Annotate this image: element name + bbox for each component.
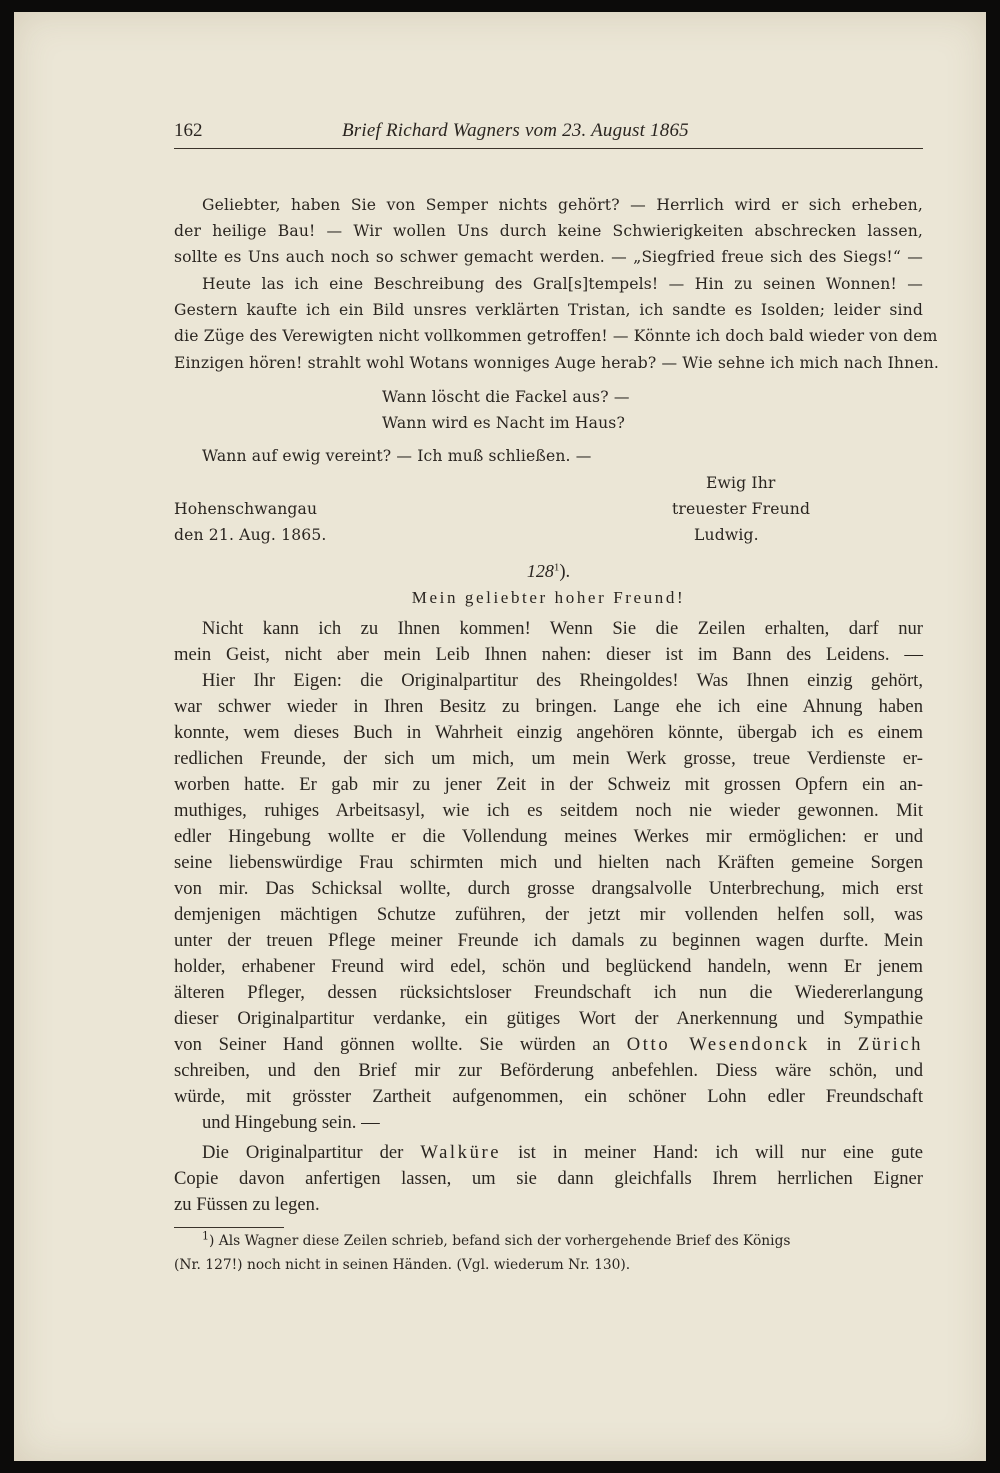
letter-line: Heute las ich eine Beschreibung des Gral[s]tempels! — Hin zu seinen Wonnen! —	[202, 275, 923, 293]
footnote	[174, 1225, 923, 1305]
letter-line: Hier Ihr Eigen: die Originalpartitur des Rheingoldes! Was Ihnen einzig gehört,	[202, 670, 923, 691]
letter-line: redlichen Freunde, der sich um mich, um mein Werk grosse, treue Verdienste er-	[174, 748, 923, 769]
place-zurich: Zürich	[857, 1034, 923, 1055]
letter-line: von mir. Das Schicksal wollte, durch grosse drangsalvolle Unterbrechung, mich erst	[174, 878, 923, 899]
line-segment: in	[826, 1034, 842, 1055]
footnote-line	[174, 1229, 923, 1253]
letter-number-suffix: ).	[559, 561, 571, 582]
signature: Ludwig.	[694, 526, 759, 544]
letter-line: unter der treuen Pflege meiner Freunde ich damals zu beginnen wagen durfte. Mein	[174, 930, 923, 951]
letter-line: demjenigen mächtigen Schutze zuführen, der jetzt mir vollenden helfen soll, was	[174, 904, 923, 925]
letter-line: Gestern kaufte ich ein Bild unsres verklärten Tristan, ich sandte es Isolden; leider sind	[174, 301, 923, 319]
letter-line: dieser Originalpartitur verdanke, ein gütiges Wort der Anerkennung und Sympathie	[174, 1008, 923, 1029]
letter-line: edler Hingebung wollte er die Vollendung meines Werkes mir ermöglichen: er und	[174, 826, 923, 847]
letter-line: Geliebter, haben Sie von Semper nichts gehört? — Herrlich wird er sich erheben,	[202, 196, 923, 214]
line-segment: von Seiner Hand gönnen wollte. Sie würden an	[174, 1034, 610, 1055]
letter-line: muthiges, ruhiges Arbeitsasyl, wie ich es seitdem noch nie wieder gewonnen. Mit	[174, 800, 923, 821]
verse-line: Wann löscht die Fackel aus? —	[382, 388, 630, 406]
letter-line: holder, erhabener Freund wird edel, schön und beglückend handeln, wenn Er jenem	[174, 956, 923, 977]
letter-line: zu Füssen zu legen.	[174, 1194, 320, 1215]
page-number: 162	[174, 120, 203, 141]
letter-line: Nicht kann ich zu Ihnen kommen! Wenn Sie die Zeilen erhalten, darf nur	[202, 618, 923, 639]
valediction-line: Ewig Ihr	[706, 474, 776, 492]
footnote-marker: 1	[553, 561, 560, 574]
letter-line: Einzigen hören! strahlt wohl Wotans wonniges Auge herab? — Wie sehne ich mich nach Ihnen.	[174, 354, 940, 372]
letter-line	[174, 1032, 923, 1058]
page-header	[174, 116, 923, 149]
letter-number: 128	[526, 561, 554, 581]
title-walkure: Walküre	[420, 1142, 502, 1163]
letter-line: war schwer wieder in Ihren Besitz zu bringen. Lange ehe ich eine Ahnung haben	[174, 696, 923, 717]
name-otto-wesendonck: Otto Wesendonck	[626, 1034, 810, 1055]
footnote-rule	[174, 1227, 284, 1228]
letter-line: Copie davon anfertigen lassen, um sie dann gleichfalls Ihrem herrlichen Eigner	[174, 1168, 923, 1189]
verse-line: Wann wird es Nacht im Haus?	[382, 414, 625, 432]
letter-number-heading	[174, 558, 923, 584]
footnote-line: (Nr. 127!) noch nicht in seinen Händen. (Vgl. wiederum Nr. 130).	[174, 1257, 631, 1273]
letter-line: seine liebenswürdige Frau schirmten mich und hielten nach Kräften gemeine Sorgen	[174, 852, 923, 873]
letter-line: und Hingebung sein. —	[202, 1112, 380, 1133]
letter-line: schreiben, und den Brief mir zur Beförderung anbefehlen. Diess wäre schön, und	[174, 1060, 923, 1081]
letter-line: der heilige Bau! — Wir wollen Uns durch keine Schwierigkeiten abschrecken lassen,	[174, 222, 923, 240]
letter-line: die Züge des Verewigten nicht vollkommen getroffen! — Könnte ich doch bald wieder von dem	[174, 327, 938, 345]
closing-line: Wann auf ewig vereint? — Ich muß schließen. —	[202, 447, 592, 465]
salutation: Mein geliebter hoher Freund!	[411, 588, 686, 607]
letter-line: worben hatte. Er gab mir zu jener Zeit in der Schweiz mit grossen Opfern ein an-	[174, 774, 923, 795]
footnote-text: ) Als Wagner diese Zeilen schrieb, befand sich der vorhergehende Brief des Königs	[209, 1233, 791, 1249]
book-page	[14, 12, 986, 1461]
footnote-number: 1	[202, 1229, 209, 1243]
letter-line: mein Geist, nicht aber mein Leib Ihnen nahen: dieser ist im Bann des Leidens. —	[174, 644, 923, 665]
date: den 21. Aug. 1865.	[174, 526, 327, 544]
letter-line	[174, 1140, 923, 1166]
running-head: Brief Richard Wagners vom 23. August 1865	[342, 120, 689, 141]
letter-line: würde, mit grösster Zartheit aufgenommen, ein schöner Lohn edler Freundschaft	[174, 1086, 923, 1107]
place: Hohenschwangau	[174, 500, 318, 518]
letter-line: konnte, wem dieses Buch in Wahrheit einzig angehören könnte, übergab ich es einem	[174, 722, 923, 743]
line-segment: ist in meiner Hand: ich will nur eine gute	[518, 1142, 923, 1163]
line-segment: Die Originalpartitur der	[202, 1142, 404, 1163]
letter-line: sollte es Uns auch noch so schwer gemacht werden. — „Siegfried freue sich des Siegs!“ —	[174, 248, 923, 266]
valediction-line: treuester Freund	[672, 500, 811, 518]
letter-line: älteren Pfleger, dessen rücksichtsloser Freundschaft ich nun die Wiedererlangung	[174, 982, 923, 1003]
